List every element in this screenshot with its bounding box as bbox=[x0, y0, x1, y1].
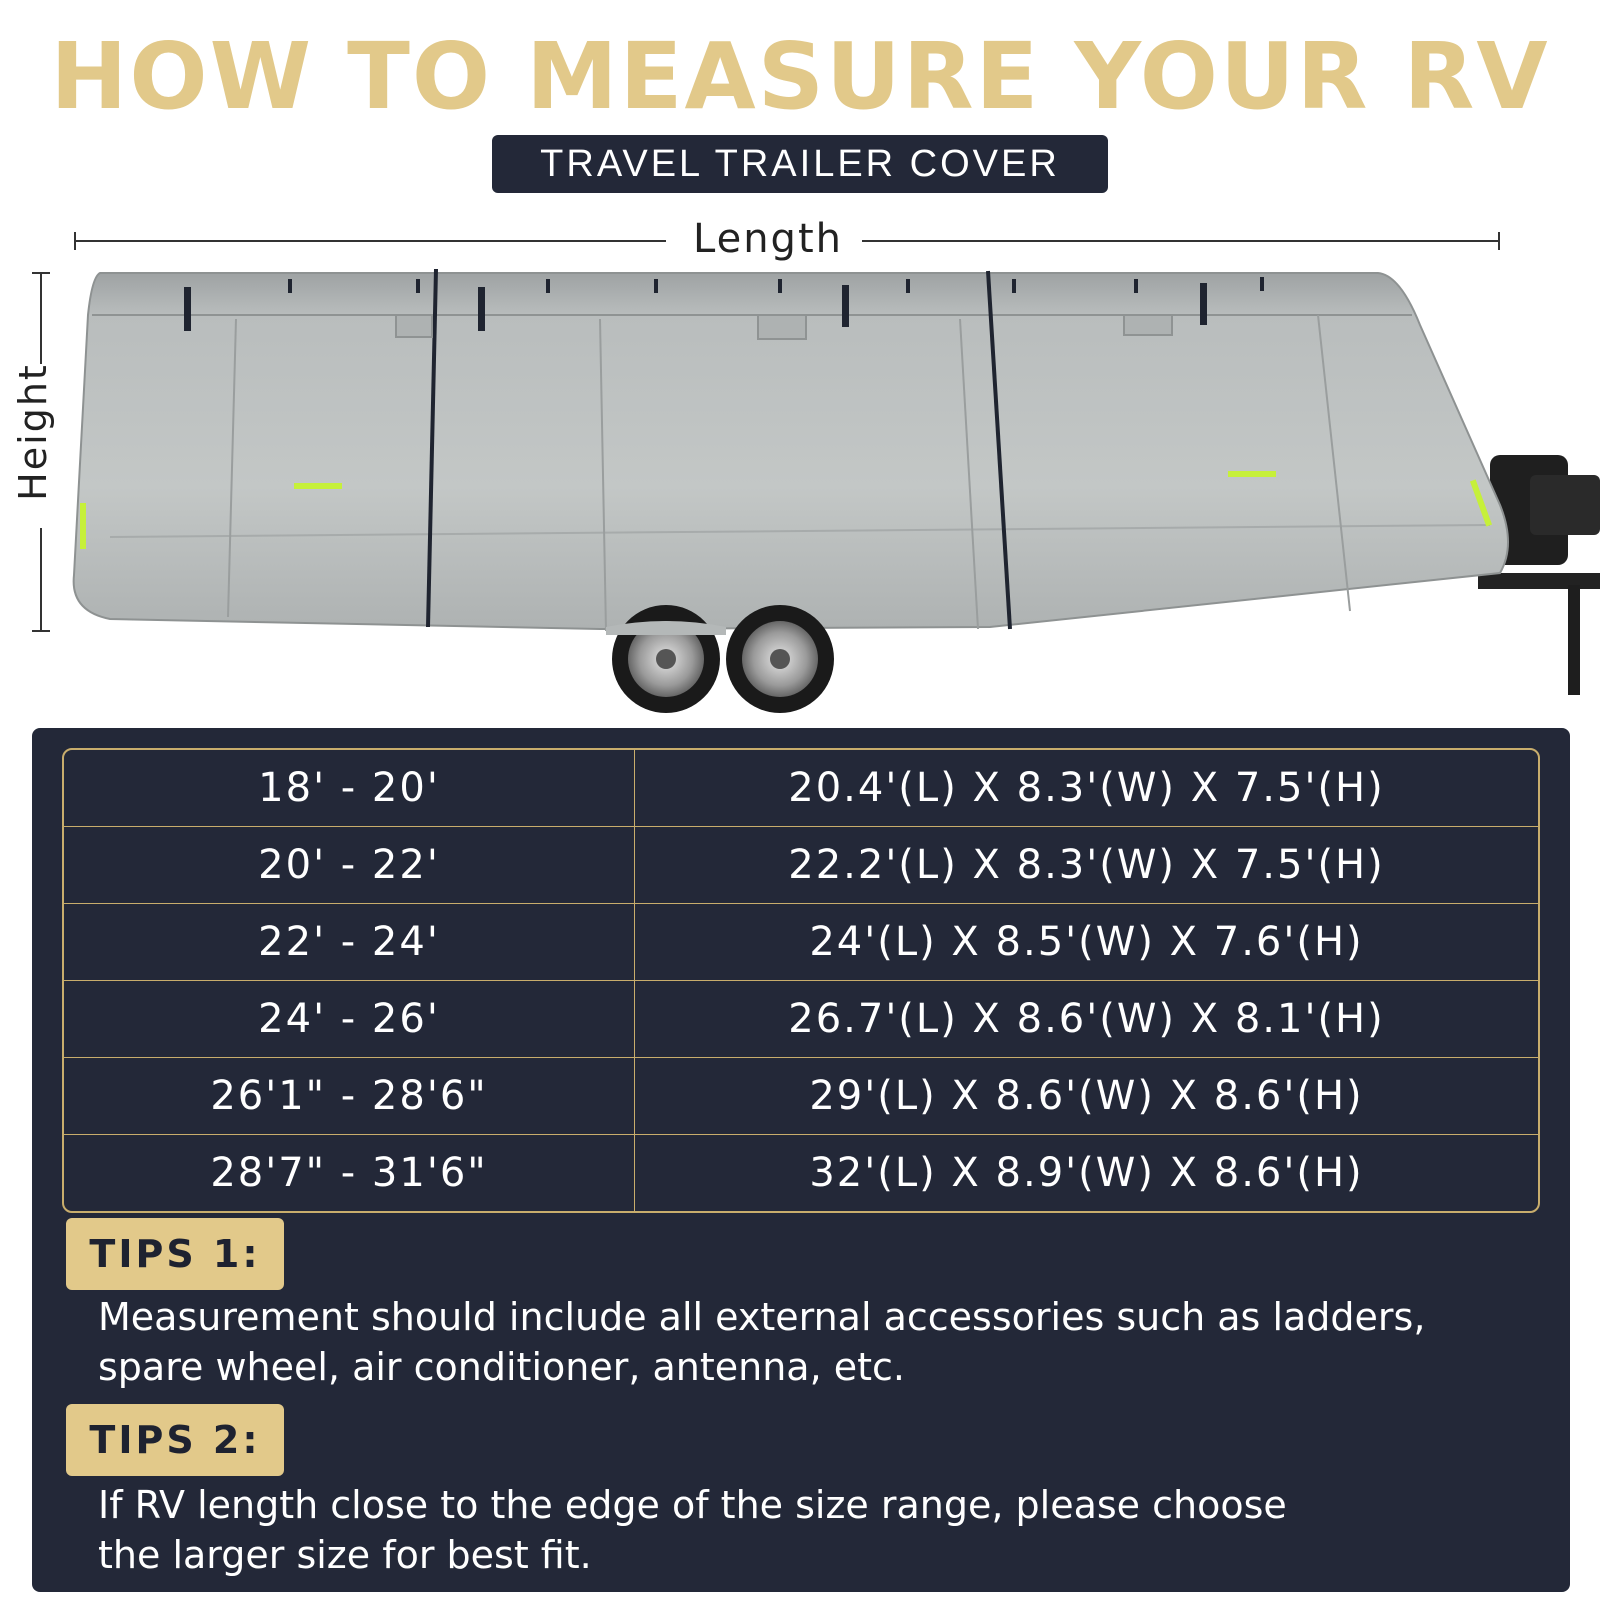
tip-1-text bbox=[98, 1292, 1518, 1392]
length-line-right bbox=[862, 240, 1500, 242]
tip-2-line-2: the larger size for best fit. bbox=[98, 1533, 592, 1577]
table-row bbox=[64, 750, 1538, 827]
tip-2-text bbox=[98, 1480, 1518, 1580]
page-title: HOW TO MEASURE YOUR RV bbox=[50, 23, 1550, 130]
cover-dimensions-cell: 24'(L) X 8.5'(W) X 7.6'(H) bbox=[635, 904, 1538, 981]
size-range-cell: 24' - 26' bbox=[64, 981, 635, 1058]
trailer-hitch bbox=[1478, 455, 1600, 695]
length-tick-right bbox=[1498, 232, 1500, 250]
cover-dimensions-cell: 29'(L) X 8.6'(W) X 8.6'(H) bbox=[635, 1058, 1538, 1135]
tip-1-badge: TIPS 1: bbox=[66, 1218, 284, 1290]
rv-cover-illustration bbox=[0, 255, 1600, 715]
tip-2-line-1: If RV length close to the edge of the size range, please choose bbox=[98, 1483, 1287, 1527]
size-table bbox=[62, 748, 1540, 1213]
product-type-banner: TRAVEL TRAILER COVER bbox=[492, 135, 1108, 193]
cover-dimensions-cell: 22.2'(L) X 8.3'(W) X 7.5'(H) bbox=[635, 827, 1538, 904]
cover-dimensions-cell: 20.4'(L) X 8.3'(W) X 7.5'(H) bbox=[635, 750, 1538, 827]
table-row bbox=[64, 1058, 1538, 1135]
reflector-strip bbox=[294, 483, 342, 489]
cover-dimensions-cell: 32'(L) X 8.9'(W) X 8.6'(H) bbox=[809, 1150, 1364, 1196]
length-label: Length bbox=[693, 216, 843, 262]
cover-dimensions-cell: 26.7'(L) X 8.6'(W) X 8.1'(H) bbox=[635, 981, 1538, 1058]
size-range-cell: 20' - 22' bbox=[64, 827, 635, 904]
size-range-cell: 18' - 20' bbox=[64, 750, 635, 827]
length-line-left bbox=[74, 240, 666, 242]
size-range-cell: 22' - 24' bbox=[64, 904, 635, 981]
table-row bbox=[64, 981, 1538, 1058]
height-label: Height bbox=[11, 363, 55, 501]
table-row bbox=[64, 827, 1538, 904]
table-row bbox=[64, 904, 1538, 981]
size-range-cell: 26'1" - 28'6" bbox=[64, 1058, 635, 1135]
tip-1-line-2: spare wheel, air conditioner, antenna, etc. bbox=[98, 1345, 905, 1389]
size-range-cell: 28'7" - 31'6" bbox=[64, 1135, 635, 1211]
tip-1-line-1: Measurement should include all external accessories such as ladders, bbox=[98, 1295, 1426, 1339]
tip-2-badge: TIPS 2: bbox=[66, 1404, 284, 1476]
reflector-strip bbox=[1228, 471, 1276, 477]
table-row bbox=[64, 1135, 1538, 1211]
